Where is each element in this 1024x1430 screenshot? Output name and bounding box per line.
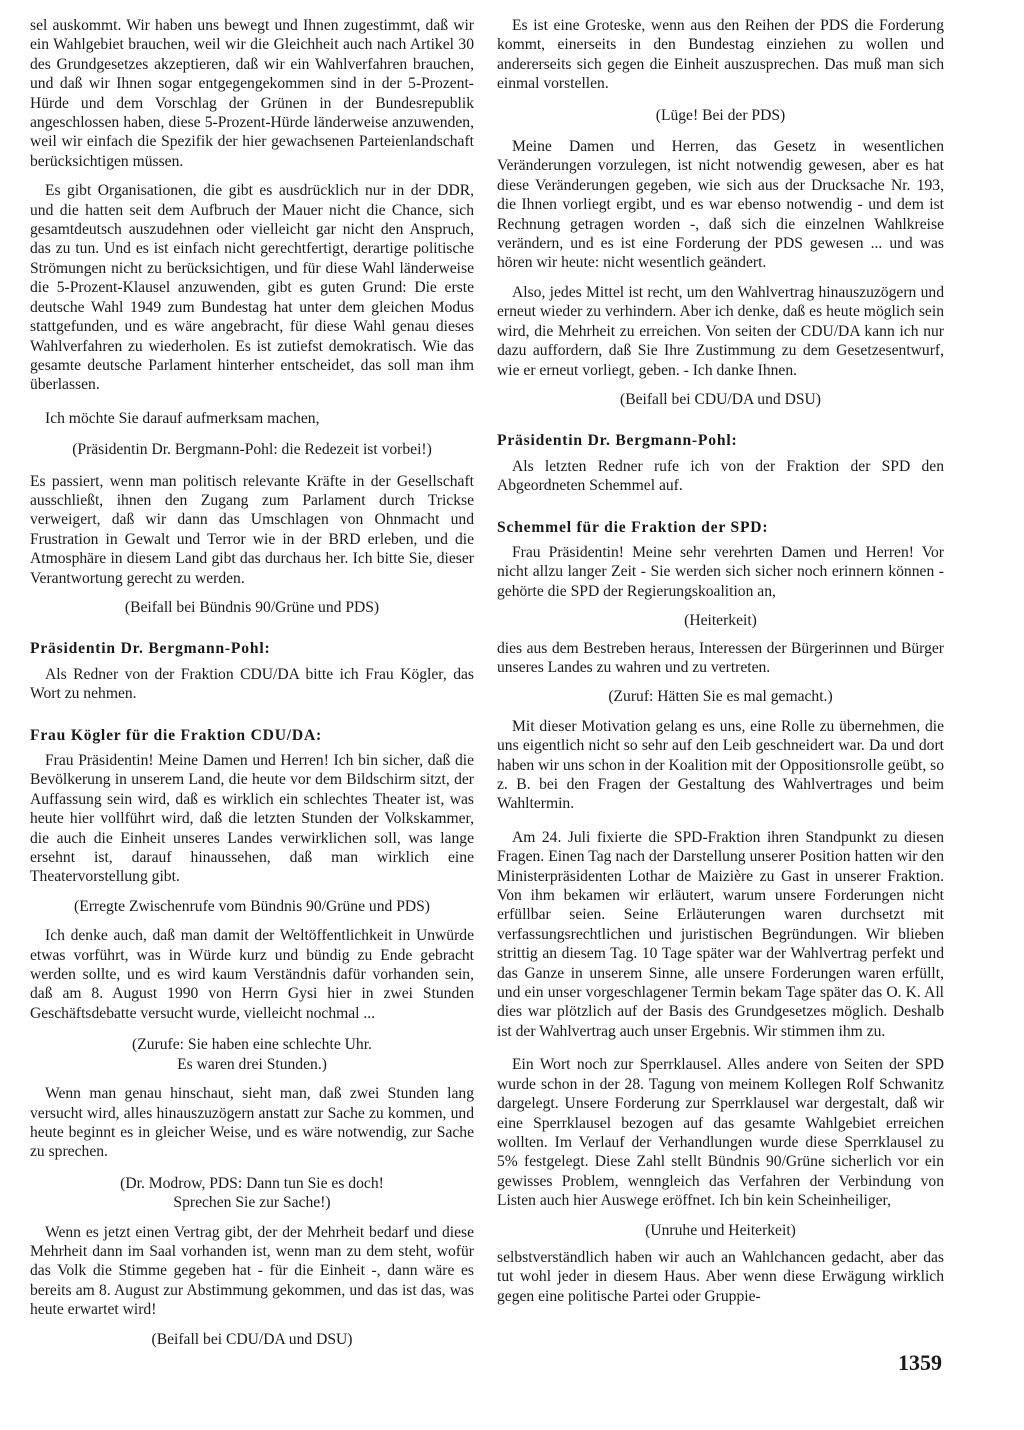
speaker-heading: Schemmel für die Fraktion der SPD: — [497, 518, 769, 536]
paragraph: sel auskommt. Wir haben uns bewegt und Ihnen zugestimmt, daß wir ein Wahlgebiet brauchen, weil wir die Gleichheit auch nach Artikel 30 des Grundgesetzes akzeptieren, daß wir ein Wahlverfahren brauchen, und daß wir Ihnen sogar entgegengekommen sind in der 5-Prozent-Hürde und dem Vorschlag der Grünen in der Bundesrepublik angeschlossen haben, diese 5-Prozent-Hürde länderweise anzuwenden, weil wir einfach die Spezifik der hier gewachsenen Parteienlandschaft berücksichtigen müssen. — [30, 17, 474, 170]
paragraph: Es ist eine Groteske, wenn aus den Reihen der PDS die Forderung kommt, einerseits in den Bundestag einziehen zu wollen und andererseits sich gegen die Einheit auszusprechen. Das muß man sich einmal vorstellen. — [497, 17, 944, 93]
paragraph: Wenn es jetzt einen Vertrag gibt, der der Mehrheit bedarf und diese Mehrheit dann im Saal vorhanden ist, wenn man zu dem steht, wofür das Volk die Stimme gegeben hat - für die Einheit -, dann wäre es bereits am 8. August zur Abstimmung gekommen, und das ist das, was heute erwartet wird! — [30, 1223, 474, 1319]
paragraph: Als Redner von der Fraktion CDU/DA bitte ich Frau Kögler, das Wort zu nehmen. — [30, 665, 474, 703]
paragraph: Frau Präsidentin! Meine sehr verehrten Damen und Herren! Vor nicht allzu langer Zeit - Sie werden sich sicher noch erinnern können - gehörte die SPD der Regierungskoalition an, — [497, 543, 944, 600]
right-column — [497, 16, 944, 1306]
paragraph: Als letzten Redner rufe ich von der Fraktion der SPD den Abgeordneten Schemmel auf. — [497, 457, 944, 495]
paragraph: Frau Präsidentin! Meine Damen und Herren! Ich bin sicher, daß die Bevölkerung in unserem Land, die heute vor dem Bildschirm sitzt, der Auffassung sein wird, daß es wirklich ein schlechtes Theater ist, was heute hier vollführt wird, daß die letzten Stunden der Volkskammer, die auch die Einheit unseres Landes verwirklichen soll, was lange ersehnt ist, darauf hinaussehen, daß man wirklich eine Theatervorstellung gibt. — [30, 752, 474, 886]
interjection: (Dr. Modrow, PDS: Dann tun Sie es doch! — [120, 1174, 384, 1192]
interjection: (Erregte Zwischenrufe vom Bündnis 90/Grüne und PDS) — [74, 897, 430, 915]
speaker-heading: Frau Kögler für die Fraktion CDU/DA: — [30, 726, 322, 744]
paragraph: Ein Wort noch zur Sperrklausel. Alles andere von Seiten der SPD wurde schon in der 28. Tagung von meinem Kollegen Rolf Schwanitz dargelegt. Unsere Forderung zur Sperrklausel war dergestalt, daß wir eine Sperrklausel bezogen auf das gesamte Wahlgebiet erreichen wollten. Im Verlauf der Verhandlungen wurde diese Sperrklausel zu 5% festgelegt. Diese Zahl stellt Bündnis 90/Grüne sicherlich vor ein gewisses Problem, wenngleich das Verfahren der Verbindung von Listen auch hier Auswege eröffnet. Ich bin kein Scheinheiliger, — [497, 1056, 944, 1210]
speaker-heading: Präsidentin Dr. Bergmann-Pohl: — [30, 640, 271, 658]
paragraph: selbstverständlich haben wir auch an Wahlchancen gedacht, aber das tut wohl jeder in diesem Haus. Aber wenn diese Erwägung wirklich gegen eine politische Partei oder Gruppie- — [497, 1248, 944, 1305]
left-column — [30, 16, 474, 1349]
paragraph: Es passiert, wenn man politisch relevante Kräfte in der Gesellschaft ausschließt, ihnen den Zugang zum Parlament durch Trickse verweigert, daß wir dann das Umschlagen von Ohnmacht und Frustration in Gewalt und Terror wie in der BRD erleben, und die Atmosphäre in diesem Land gibt das durchaus her. Ich bitte Sie, dieser Verantwortung gerecht zu werden. — [30, 472, 474, 587]
interjection: (Zuruf: Hätten Sie es mal gemacht.) — [608, 688, 833, 706]
paragraph: Am 24. Juli fixierte die SPD-Fraktion ihren Standpunkt zu diesen Fragen. Einen Tag nach der Darstellung unserer Position hatten wir den Ministerpräsidenten Lothar de Maizière zu Gast in unserer Fraktion. Von ihm bekamen wir erläutert, warum unsere Forderungen nicht erfüllbar seien. Seine Erläuterungen waren durchsetzt mit verfassungsrechtlichen und juristischen Begründungen. Wir blieben strittig an diesem Tag. 10 Tage später war der Wahlvertrag perfekt und das Ganze in unserem Sinne, alle unsere Forderungen waren erfüllt, und ein unser vorgeschlagener Termin bekam Tage später das O. K. All dies war plötzlich auf der Basis des Grundgesetzes möglich. Deshalb ist der Wahlvertrag auch unser Ergebnis. Wir stimmen ihm zu. — [497, 828, 944, 1040]
paragraph: Es gibt Organisationen, die gibt es ausdrücklich nur in der DDR, und die hatten seit dem Aufbruch der Mauer nicht die Chance, sich gesamtdeutsch auszudehnen oder vielleicht gar nicht den Anspruch, das zu tun. Und es ist einfach nicht gerechtfertigt, derartige politische Strömungen nicht zu berücksichtigen, und für diese Wahl länderweise die 5-Prozent-Klausel anzuwenden, gibt es guten Grund: Die erste deutsche Wahl 1949 zum Bundestag hat unter dem gleichen Modus stattgefunden, und es wäre angebracht, für diese Wahl genau dieses Wahlverfahren zu wiederholen. Es ist zutiefst demokratisch. Wie das gesamte deutsche Parlament hinterher entscheidet, das soll man ihm überlassen. — [30, 182, 474, 394]
paragraph: Also, jedes Mittel ist recht, um den Wahlvertrag hinauszuzögern und erneut wieder zu verhindern. Aber ich denke, daß es heute möglich sein wird, die Mehrheit zu erreichen. Von seiten der CDU/DA kann ich nur dazu auffordern, daß Sie Ihre Zustimmung zu dem Gesetzesentwurf, wie er erneut vorliegt, geben. - Ich danke Ihnen. — [497, 283, 944, 379]
interjection: Es waren drei Stunden.) — [177, 1055, 327, 1073]
speaker-heading: Präsidentin Dr. Bergmann-Pohl: — [497, 432, 738, 450]
paragraph: Ich möchte Sie darauf aufmerksam machen, — [45, 409, 320, 427]
paragraph: dies aus dem Bestreben heraus, Interessen der Bürgerinnen und Bürger unseres Landes zu wahren und zu vertreten. — [497, 639, 944, 676]
paragraph: Ich denke auch, daß man damit der Weltöffentlichkeit in Unwürde etwas vorführt, was in Würde kurz und bündig zu Ende gebracht werden sollte, und es wird kaum Verständnis dafür vorhanden sein, daß am 8. August 1990 von Herrn Gysi hier in zwei Stunden Geschäftsdebatte versucht wurde, vielleicht nochmal ... — [30, 927, 474, 1022]
paragraph: Meine Damen und Herren, das Gesetz in wesentlichen Veränderungen vorzulegen, ist nicht notwendig gewesen, aber es hat diese Veränderungen gegeben, wie sich aus der Drucksache Nr. 193, die Ihnen vorliegt ergibt, und es war ebenso notwendig - und dem ist Rechnung getragen worden -, daß sich die einzelnen Wahlkreise verändern, und es ist eine Forderung der PDS gewesen ... und was hören wir heute: nicht wesentlich geändert. — [497, 138, 944, 272]
interjection: (Heiterkeit) — [684, 612, 757, 630]
page-number: 1359 — [898, 1350, 942, 1375]
paragraph: Wenn man genau hinschaut, sieht man, daß zwei Stunden lang versucht wird, alles hinauszuzögern anstatt zur Sache zu kommen, und heute beginnt es in gleicher Weise, und es wäre notwendig, zur Sache zu sprechen. — [30, 1085, 474, 1161]
interjection: (Beifall bei CDU/DA und DSU) — [620, 390, 821, 408]
interjection: (Beifall bei Bündnis 90/Grüne und PDS) — [124, 598, 380, 616]
paragraph: Mit dieser Motivation gelang es uns, eine Rolle zu übernehmen, die uns eigentlich nicht so sehr auf den Leib geschneidert war. Da und dort haben wir uns schon in der Koalition mit der Oppositionsrolle geübt, so z. B. bei den Fragen der Gestaltung des Wahlvertrages und beim Wahltermin. — [497, 717, 944, 813]
interjection: (Beifall bei CDU/DA und DSU) — [151, 1330, 353, 1348]
interjection: (Lüge! Bei der PDS) — [655, 106, 786, 124]
interjection: (Präsidentin Dr. Bergmann-Pohl: die Redezeit ist vorbei!) — [72, 441, 432, 459]
interjection: (Unruhe und Heiterkeit) — [645, 1221, 796, 1239]
interjection: Sprechen Sie zur Sache!) — [173, 1194, 331, 1212]
interjection: (Zurufe: Sie haben eine schlechte Uhr. — [132, 1036, 372, 1054]
